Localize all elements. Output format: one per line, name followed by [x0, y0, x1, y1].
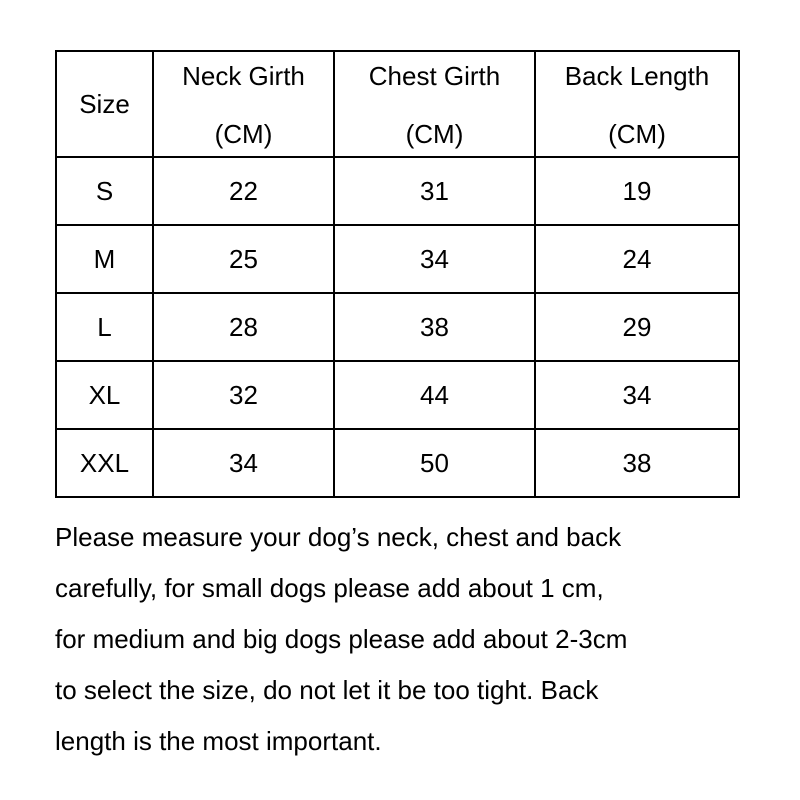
header-size-label: Size [79, 89, 130, 119]
chest-girth-cell: 44 [334, 361, 535, 429]
note-line: to select the size, do not let it be too tight. Back [55, 675, 599, 705]
neck-girth-cell: 28 [153, 293, 334, 361]
header-chest-girth [334, 51, 535, 157]
table-row [56, 157, 739, 225]
chest-girth-cell: 38 [334, 293, 535, 361]
size-cell: XL [56, 361, 153, 429]
size-cell: M [56, 225, 153, 293]
note-line: length is the most important. [55, 726, 382, 756]
back-length-cell: 29 [535, 293, 739, 361]
note-line: for medium and big dogs please add about 2-3cm [55, 624, 628, 654]
note-line: Please measure your dog’s neck, chest and back [55, 522, 622, 552]
table-row [56, 293, 739, 361]
back-length-cell: 24 [535, 225, 739, 293]
header-neck-girth-unit: (CM) [214, 119, 273, 149]
size-chart-table [55, 50, 740, 498]
header-chest-girth-unit: (CM) [405, 119, 464, 149]
header-size [56, 51, 153, 157]
table-row [56, 225, 739, 293]
neck-girth-cell: 25 [153, 225, 334, 293]
size-cell: XXL [56, 429, 153, 497]
note-line: carefully, for small dogs please add about 1 cm, [55, 573, 604, 603]
chest-girth-cell: 50 [334, 429, 535, 497]
neck-girth-cell: 32 [153, 361, 334, 429]
header-chest-girth-label: Chest Girth [368, 61, 501, 91]
header-neck-girth [153, 51, 334, 157]
table-header-row [56, 51, 739, 157]
neck-girth-cell: 22 [153, 157, 334, 225]
measuring-note [55, 512, 755, 767]
back-length-cell: 19 [535, 157, 739, 225]
size-cell: S [56, 157, 153, 225]
header-back-length [535, 51, 739, 157]
neck-girth-cell: 34 [153, 429, 334, 497]
back-length-cell: 34 [535, 361, 739, 429]
header-back-length-label: Back Length [564, 61, 710, 91]
table-row [56, 361, 739, 429]
header-back-length-unit: (CM) [608, 119, 666, 149]
chest-girth-cell: 31 [334, 157, 535, 225]
table-row [56, 429, 739, 497]
header-neck-girth-label: Neck Girth [182, 61, 305, 91]
back-length-cell: 38 [535, 429, 739, 497]
size-cell: L [56, 293, 153, 361]
chest-girth-cell: 34 [334, 225, 535, 293]
